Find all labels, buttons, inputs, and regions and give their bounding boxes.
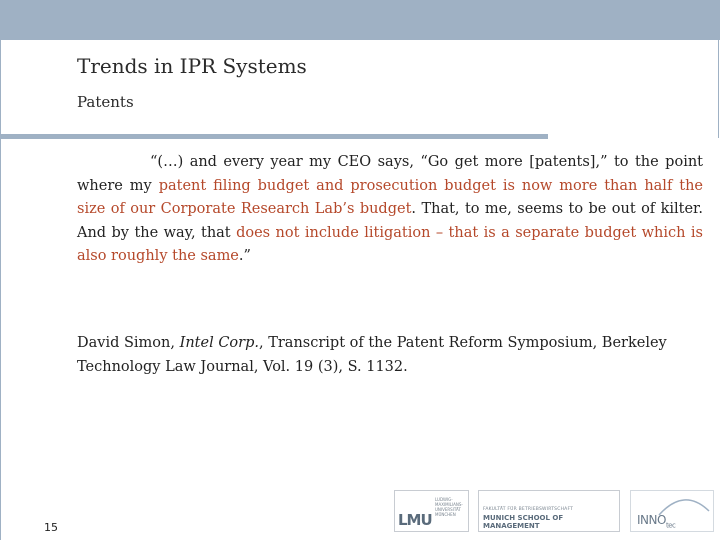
citation-author: David Simon, [77,335,180,351]
msm-logo-faculty: FAKULTÄT FÜR BETRIEBSWIRTSCHAFT [483,507,574,512]
innotec-logo [630,490,714,532]
munich-school-logo [478,490,620,532]
citation-source: , Transcript of the Patent Reform Symposium, Berkeley Technology Law Journal, Vol. 19 (3), S. 1132. [77,335,667,375]
slide-title: Trends in IPR Systems [77,54,307,78]
slide-subtitle: Patents [77,93,134,111]
quote-paragraph [77,151,703,269]
quote-highlight-litigation: does not include litigation – that is a separate budget which is also roughly the same [77,224,703,264]
citation-company: Intel Corp. [179,335,259,351]
citation [77,332,687,379]
lmu-logo-letters: LMU [398,511,432,529]
lmu-logo-caption: LUDWIG-MAXIMILIANS-UNIVERSITÄT MÜNCHEN [435,497,463,517]
top-banner [0,0,720,40]
page-number: 15 [44,521,58,534]
innotec-logo-main: INNO [637,513,666,527]
msm-logo-name [483,514,563,530]
msm-logo-line1: MUNICH SCHOOL OF [483,514,564,522]
lmu-logo [394,490,469,532]
quote-text: “(…) and every year my CEO says, “Go get more [patents],” to the point where my [77,154,703,194]
quote-text: .” [238,248,251,264]
quote-text: . That, to me, seems to be out of kilter. And by the way, that [77,201,703,241]
innotec-logo-text [637,513,675,529]
msm-logo-line2: MANAGEMENT [483,522,540,530]
quote-highlight-budget: patent filing budget and prosecution budget is now more than half the size of our Corporate Research Lab’s budget [77,177,703,217]
innotec-logo-sub: tec [665,521,676,530]
header-divider [0,134,548,139]
